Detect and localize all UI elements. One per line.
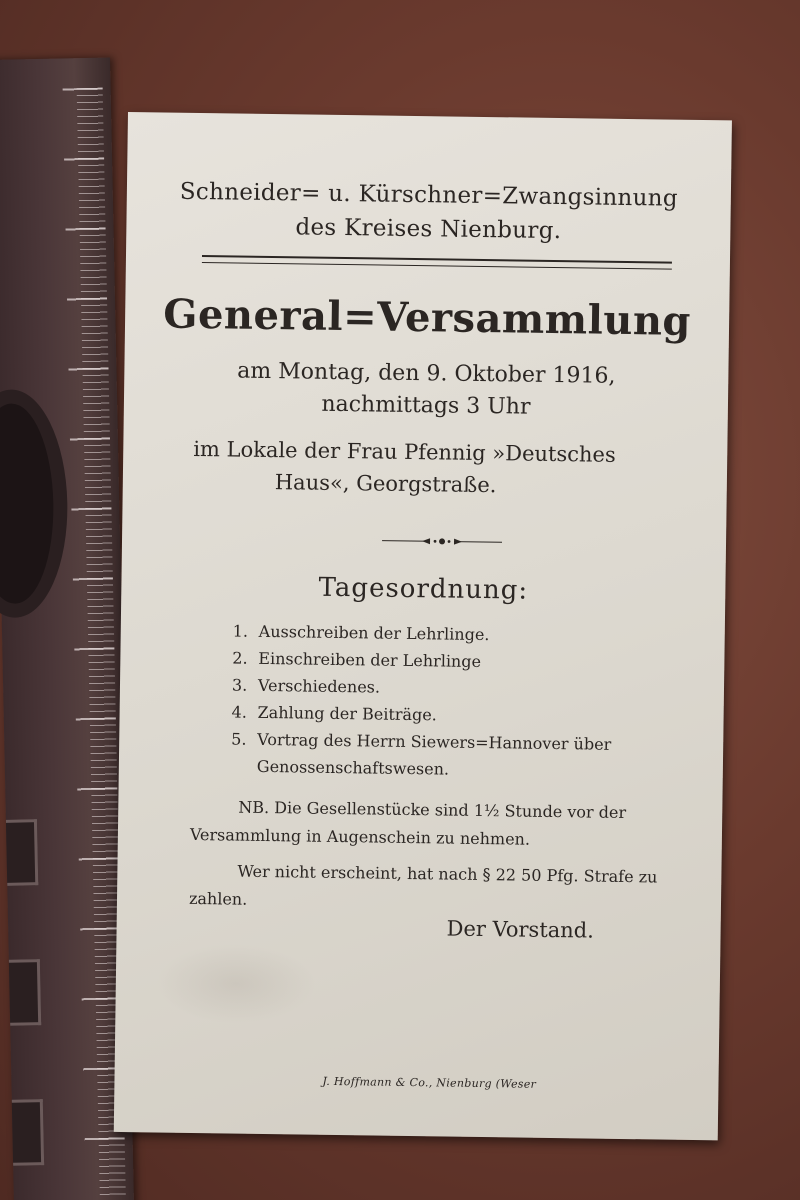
ruler xyxy=(0,57,134,1200)
agenda-item-text: Vortrag des Herrn Siewers=Hannover über Genossenschaftswesen. xyxy=(256,729,612,779)
agenda-item-number: 5. xyxy=(231,729,247,749)
date-line-1: am Montag, den 9. Oktober 1916, xyxy=(237,358,616,389)
date-line-2: nachmittags 3 Uhr xyxy=(321,391,531,420)
printer-imprint: J. Hoffmann & Co., Nienburg (Weser xyxy=(322,1074,537,1091)
agenda-item-text: Einschreiben der Lehrlinge xyxy=(258,648,482,671)
ruler-ring-icon xyxy=(0,389,70,619)
ruler-notch xyxy=(9,959,41,1026)
paper-stain xyxy=(155,942,316,1024)
agenda-item-number: 4. xyxy=(231,702,248,722)
agenda-item-number: 1. xyxy=(232,621,249,641)
agenda-item xyxy=(231,726,672,786)
meeting-date xyxy=(124,354,729,426)
guild-header xyxy=(126,174,731,250)
document-title: General=Versammlung xyxy=(163,290,692,345)
ruler-notch xyxy=(6,819,38,886)
ornament-divider-icon xyxy=(382,536,502,548)
agenda-list xyxy=(231,618,673,786)
note-penalty: Wer nicht erscheint, hat nach § 22 50 Pfg. Strafe zu zahlen. xyxy=(188,861,658,909)
venue-line-2: Haus«, Georgstraße. xyxy=(274,470,497,498)
agenda-item-text: Verschiedenes. xyxy=(257,675,381,697)
notes-section xyxy=(189,793,671,928)
agenda-item-number: 3. xyxy=(231,675,248,695)
header-line-2: des Kreises Nienburg. xyxy=(295,214,562,245)
agenda-item-text: Zahlung der Beiträge. xyxy=(257,702,437,725)
double-rule-divider xyxy=(202,255,672,270)
invitation-card xyxy=(114,112,732,1140)
ruler-notch xyxy=(12,1099,44,1166)
agenda-title: Tagesordnung: xyxy=(318,572,529,606)
note-exhibition: NB. Die Gesellenstücke sind 1½ Stunde vor der Versammlung in Augenschein zu nehmen. xyxy=(189,797,627,849)
signature: Der Vorstand. xyxy=(446,916,595,943)
header-line-1: Schneider= u. Kürschner=Zwangsinnung xyxy=(179,178,679,212)
agenda-item-number: 2. xyxy=(232,648,248,668)
meeting-venue xyxy=(193,433,694,504)
venue-line-1: im Lokale der Frau Pfennig »Deutsches xyxy=(193,436,616,467)
agenda-item-text: Ausschreiben der Lehrlinge. xyxy=(258,621,490,645)
